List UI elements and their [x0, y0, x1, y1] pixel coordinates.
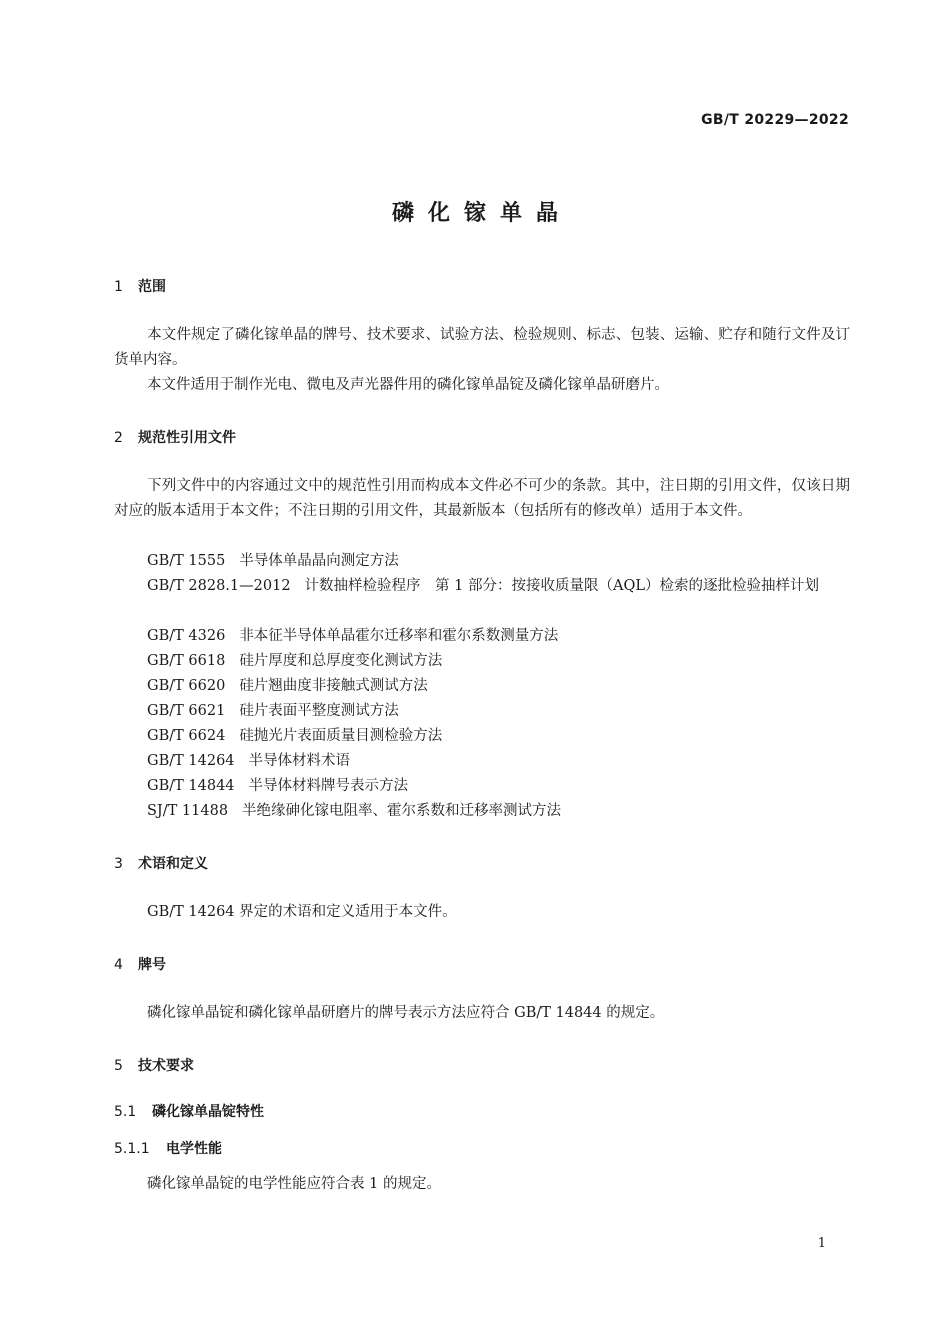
section-title: 电学性能 — [166, 1141, 222, 1157]
section-title: 牌号 — [138, 957, 166, 973]
references-intro-paragraph — [114, 474, 850, 524]
reference-item — [147, 624, 558, 649]
scope-paragraph-1 — [114, 323, 850, 373]
reference-item — [114, 574, 850, 599]
reference-item — [147, 549, 399, 574]
reference-code: GB/T 6620 — [147, 678, 226, 694]
reference-code: GB/T 14264 — [147, 753, 235, 769]
section-title: 规范性引用文件 — [138, 430, 236, 446]
reference-title: 硅片厚度和总厚度变化测试方法 — [239, 653, 443, 669]
grade-paragraph — [114, 1001, 850, 1026]
reference-title: 半导体材料术语 — [248, 753, 351, 769]
reference-title: 半绝缘砷化镓电阻率、霍尔系数和迁移率测试方法 — [242, 803, 562, 819]
standard-code: GB/T 20229—2022 — [701, 112, 849, 128]
section-number: 5 — [114, 1058, 123, 1074]
reference-code: GB/T 2828.1—2012 — [147, 578, 291, 594]
section-title: 磷化镓单晶锭特性 — [152, 1104, 264, 1120]
reference-title: 硅片翘曲度非接触式测试方法 — [239, 678, 428, 694]
section-title: 技术要求 — [138, 1058, 194, 1074]
electrical-paragraph — [114, 1172, 850, 1197]
section-title: 术语和定义 — [138, 856, 208, 872]
paragraph-text: 磷化镓单晶锭的电学性能应符合表 1 的规定。 — [147, 1176, 441, 1192]
section-5-heading — [114, 1055, 194, 1075]
paragraph-text: 本文件适用于制作光电、微电及声光器件用的磷化镓单晶锭及磷化镓单晶研磨片。 — [147, 377, 669, 393]
document-title: 磷化镓单晶 — [391, 201, 572, 226]
reference-code: GB/T 6621 — [147, 703, 226, 719]
reference-item — [147, 674, 428, 699]
section-title: 范围 — [138, 279, 166, 295]
scope-paragraph-2 — [114, 373, 850, 398]
section-3-heading — [114, 853, 208, 873]
reference-item — [147, 649, 442, 674]
section-4-heading — [114, 954, 166, 974]
section-2-heading — [114, 427, 236, 447]
terms-paragraph — [114, 900, 850, 925]
reference-code: SJ/T 11488 — [147, 803, 229, 819]
section-number: 5.1.1 — [114, 1141, 150, 1157]
page-number: 1 — [817, 1236, 826, 1251]
reference-item — [147, 749, 350, 774]
reference-code: GB/T 6624 — [147, 728, 226, 744]
section-number: 3 — [114, 856, 123, 872]
reference-title: 半导体单晶晶向测定方法 — [239, 553, 399, 569]
reference-title: 硅片表面平整度测试方法 — [239, 703, 399, 719]
reference-code: GB/T 1555 — [147, 553, 226, 569]
section-5-1-heading — [114, 1101, 264, 1121]
reference-item — [147, 699, 399, 724]
section-1-heading — [114, 276, 166, 296]
section-5-1-1-heading — [114, 1138, 222, 1158]
reference-code: GB/T 4326 — [147, 628, 226, 644]
section-number: 4 — [114, 957, 123, 973]
reference-title: 半导体材料牌号表示方法 — [248, 778, 409, 794]
reference-item — [147, 724, 442, 749]
section-number: 5.1 — [114, 1104, 137, 1120]
reference-code: GB/T 6618 — [147, 653, 226, 669]
paragraph-text: 下列文件中的内容通过文中的规范性引用而构成本文件必不可少的条款。其中，注日期的引用文件，仅该日期对应的版本适用于本文件；不注日期的引用文件，其最新版本（包括所有的修改单）适用于本文件。 — [114, 478, 850, 519]
section-number: 2 — [114, 430, 123, 446]
reference-title: 非本征半导体单晶霍尔迁移率和霍尔系数测量方法 — [239, 628, 559, 644]
paragraph-text: GB/T 14264 界定的术语和定义适用于本文件。 — [147, 904, 457, 920]
reference-item — [147, 799, 561, 824]
reference-code: GB/T 14844 — [147, 778, 235, 794]
paragraph-text: 磷化镓单晶锭和磷化镓单晶研磨片的牌号表示方法应符合 GB/T 14844 的规定。 — [147, 1005, 665, 1021]
reference-title: 计数抽样检验程序 第 1 部分：按接收质量限（AQL）检索的逐批检验抽样计划 — [304, 578, 819, 594]
paragraph-text: 本文件规定了磷化镓单晶的牌号、技术要求、试验方法、检验规则、标志、包装、运输、贮存和随行文件及订货单内容。 — [114, 327, 850, 368]
section-number: 1 — [114, 279, 123, 295]
reference-title: 硅抛光片表面质量目测检验方法 — [239, 728, 443, 744]
reference-item — [147, 774, 408, 799]
